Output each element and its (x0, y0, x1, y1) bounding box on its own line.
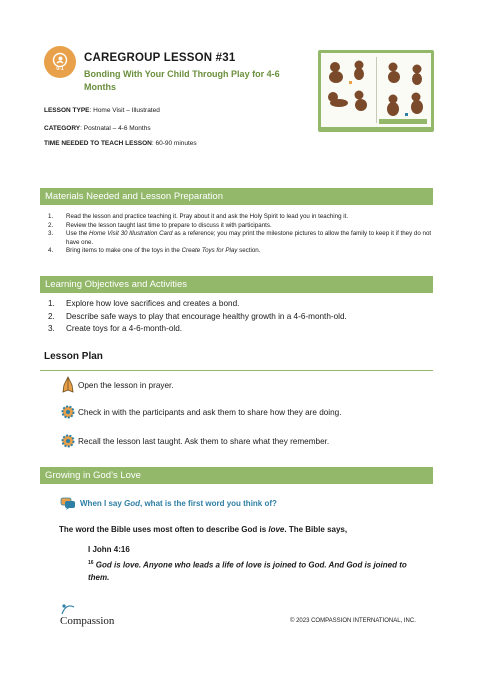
gear-icon (60, 433, 76, 449)
list-item: 4. Bring items to make one of the toys in the Create Toys for Play section. (48, 247, 261, 255)
verse-text: $^{16}$ God is love. Anyone who leads a life of love is joined to God. And God is joined to them. (88, 560, 407, 582)
compassion-logo-icon (60, 601, 84, 615)
bible-intro: The word the Bible uses most often to describe God is love. The Bible says, (59, 525, 348, 534)
praying-hands-icon (60, 376, 76, 394)
badge-label: 0-1 (56, 66, 64, 72)
materials-heading: Materials Needed and Lesson Preparation (40, 188, 433, 205)
list-item: 1. Explore how love sacrifices and creates a bond. (48, 299, 240, 308)
list-item: 2. Review the lesson taught last time to prepare to discuss it with participants. (48, 221, 272, 229)
list-item: 1. Read the lesson and practice teaching it. Pray about it and ask the Holy Spirit to lead you in teaching it. (48, 213, 349, 220)
compassion-logo-text: Compassion (60, 615, 115, 627)
lesson-subtitle: Bonding With Your Child Through Play for 4-6 Months (84, 69, 280, 92)
copyright: © 2023 COMPASSION INTERNATIONAL, INC. (290, 618, 416, 624)
lesson-category: CATEGORY: Postnatal – 4-6 Months (44, 125, 151, 132)
verse-reference: I John 4:16 (88, 545, 130, 554)
objectives-heading: Learning Objectives and Activities (40, 276, 433, 293)
objectives-list (44, 298, 432, 336)
gear-icon (60, 404, 76, 420)
divider (40, 370, 433, 371)
list-item: 2. Describe safe ways to play that encourage healthy growth in a 4-6-month-old. (48, 311, 347, 321)
discussion-question: When I say God, what is the first word you think of? (60, 497, 277, 510)
list-item: 3. Use the Home Visit 30 Illustration Card as a reference; you may print the milestone pictures to allow the family to keep it if they do not have one. (48, 230, 432, 246)
lesson-title: CAREGROUP LESSON #31 (84, 52, 236, 64)
speech-bubbles-icon (60, 497, 76, 510)
lesson-badge (44, 46, 76, 78)
list-item: 3. Create toys for a 4-6-month-old. (48, 324, 183, 333)
illustration-card-thumbnail (318, 50, 434, 132)
lesson-type: LESSON TYPE: Home Visit – Illustrated (44, 107, 160, 114)
materials-list (44, 213, 432, 256)
lesson-time: TIME NEEDED TO TEACH LESSON: 60-90 minutes (44, 140, 197, 147)
growing-heading: Growing in God’s Love (40, 467, 433, 484)
plan-step-prayer: Open the lesson in prayer. (60, 376, 174, 394)
plan-step-recall: Recall the lesson last taught. Ask them to share what they remember. (60, 433, 329, 449)
plan-step-check-in: Check in with the participants and ask them to share how they are doing. (60, 404, 342, 420)
lesson-plan-heading: Lesson Plan (44, 351, 103, 362)
